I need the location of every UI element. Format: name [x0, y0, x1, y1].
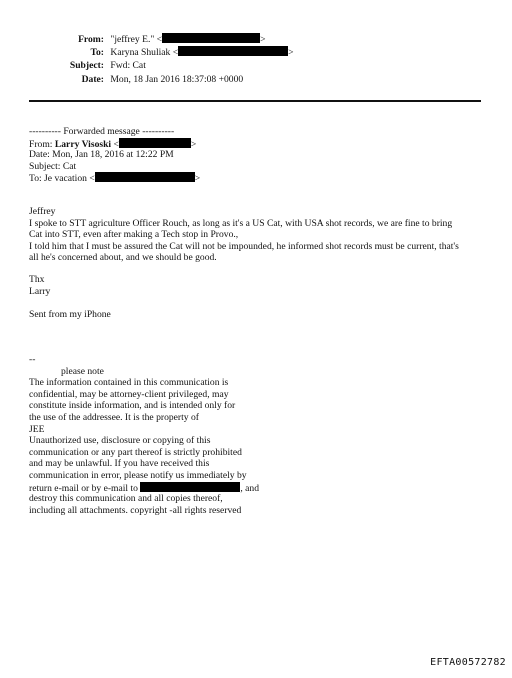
disclaimer-return-suffix: , and: [240, 482, 260, 494]
header-from-label: From:: [78, 34, 104, 45]
header-to-label: To:: [90, 47, 104, 58]
forwarded-from-open: <: [111, 138, 119, 150]
redaction-bar: [95, 172, 195, 182]
disclaimer-line: communication in error, please notify us immediately by: [29, 469, 247, 481]
signature-thx: Thx: [29, 274, 45, 285]
message-body: [29, 206, 459, 264]
document-stamp: EFTA00572782: [430, 657, 506, 668]
header-date-row: [0, 74, 243, 86]
sent-from: [29, 309, 111, 321]
forwarded-date: Date: Mon, Jan 18, 2016 at 12:22 PM: [29, 149, 174, 161]
body-line: Cat into STT, even after making a Tech stop in Provo.,: [29, 229, 239, 241]
disclaimer-line: the use of the addressee. It is the property of: [29, 411, 199, 423]
disclaimer-line: confidential, may be attorney-client privileged, may: [29, 388, 229, 400]
body-line: I told him that I must be assured the Cat will not be impounded, he informed shot records must be current, that's: [29, 240, 459, 252]
header-subject-row: [0, 60, 146, 72]
disclaimer-line: constitute inside information, and is intended only for: [29, 400, 236, 412]
header-to-value: Karyna Shuliak <: [110, 47, 179, 58]
signature-name: Larry: [29, 285, 51, 297]
disclaimer-line: communication or any part thereof is strictly prohibited: [29, 446, 242, 458]
forwarded-from-close: >: [190, 138, 197, 150]
body-greeting: Jeffrey: [29, 206, 56, 217]
signature: [29, 274, 50, 297]
disclaimer-return-line: [29, 482, 259, 494]
body-line: I spoke to STT agriculture Officer Rouch, as long as it's a US Cat, with USA shot records, we are fine to bring: [29, 217, 453, 229]
disclaimer-dashes: --: [29, 354, 36, 365]
header-date-label: Date:: [81, 74, 104, 85]
disclaimer-line: destroy this communication and all copies thereof,: [29, 493, 223, 505]
forwarded-from-name: Larry Visoski: [54, 138, 112, 150]
redaction-bar: [140, 482, 240, 492]
header-subject-value: Fwd: Cat: [110, 60, 146, 71]
disclaimer: [29, 354, 259, 516]
forwarded-subject: Subject: Cat: [29, 160, 77, 172]
disclaimer-return-prefix: return e-mail or by e-mail to: [29, 482, 138, 494]
header-from-value: "jeffrey E." <: [110, 34, 163, 45]
header-from-close: >: [260, 34, 266, 45]
disclaimer-line: The information contained in this communication is: [29, 377, 229, 389]
header-subject-label: Subject:: [69, 60, 104, 71]
sent-from-text: Sent from my iPhone: [29, 309, 111, 320]
disclaimer-line: JEE: [29, 423, 45, 435]
forwarded-block: [29, 126, 200, 184]
forwarded-to: [29, 172, 200, 184]
forwarded-to-close: >: [194, 173, 201, 185]
forwarded-from-prefix: From:: [29, 138, 55, 150]
forwarded-from: [29, 138, 200, 150]
forwarded-to-prefix: To: Je vacation <: [29, 173, 95, 185]
header-date-value: Mon, 18 Jan 2016 18:37:08 +0000: [110, 74, 244, 85]
redaction-bar: [119, 138, 191, 148]
header-from-row: [0, 33, 266, 46]
redaction-bar: [162, 33, 260, 43]
header-divider: [29, 100, 481, 102]
disclaimer-please-note: please note: [61, 365, 104, 377]
forwarded-banner: ---------- Forwarded message ----------: [29, 126, 175, 137]
header-to-row: [0, 46, 294, 59]
redaction-bar: [178, 46, 288, 56]
disclaimer-line: including all attachments. copyright -all rights reserved: [29, 504, 242, 516]
disclaimer-line: and may be unlawful. If you have received this: [29, 458, 210, 470]
body-line: all he's concerned about, and we should be good.: [29, 252, 217, 264]
disclaimer-line: Unauthorized use, disclosure or copying of this: [29, 435, 211, 447]
header-to-close: >: [288, 47, 294, 58]
